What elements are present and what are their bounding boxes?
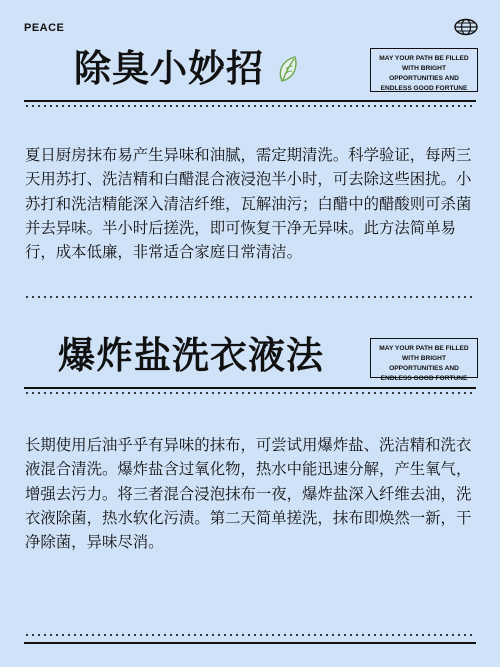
divider: [24, 100, 476, 106]
leaf-icon: [276, 54, 302, 84]
section-body: 长期使用后油乎乎有异味的抹布，可尝试用爆炸盐、洗洁精和洗衣液混合清洗。爆炸盐含过氧化物，热水中能迅速分解，产生氧气，增强去污力。将三者混合浸泡抹布一夜，爆炸盐深入纤维去油，洗衣液除菌，热水软化污渍。第二天简单搓洗，抹布即焕然一新，干净除菌，异味尽消。: [25, 436, 472, 552]
divider: [24, 296, 476, 302]
section-title: 除臭小妙招: [74, 47, 264, 90]
section-body: 夏日厨房抹布易产生异味和油腻，需定期清洗。科学验证，每两三天用苏打、洗洁精和白醋混合液浸泡半小时，可去除这些困扰。小苏打和洗洁精能深入清洁纤维，瓦解油污；白醋中的醋酸则可杀菌并去异味。半小时后搓洗，即可恢复干净无异味。此方法简单易行，成本低廉，非常适合家庭日常清洁。: [25, 146, 472, 262]
motto-box: MAY YOUR PATH BE FILLED WITH BRIGHT OPPORTUNITIES AND ENDLESS GOOD FORTUNE: [370, 338, 478, 378]
globe-icon: [454, 18, 478, 36]
section-title: 爆炸盐洗衣液法: [58, 334, 324, 377]
divider: [24, 634, 476, 640]
divider: [24, 387, 476, 393]
motto-box: MAY YOUR PATH BE FILLED WITH BRIGHT OPPORTUNITIES AND ENDLESS GOOD FORTUNE: [370, 48, 478, 92]
brand-label: PEACE: [24, 22, 65, 34]
